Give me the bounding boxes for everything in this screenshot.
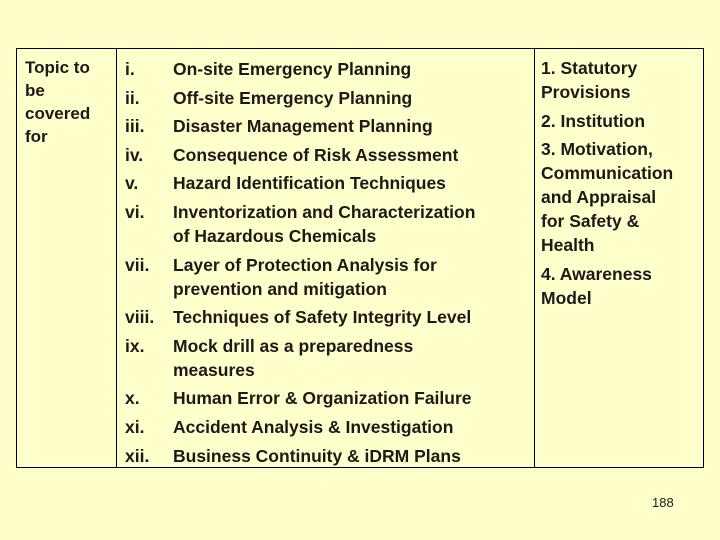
topic-item xyxy=(125,57,533,81)
topic-text: of Hazardous Chemicals xyxy=(173,225,377,246)
topic-item xyxy=(125,143,533,167)
topic-item xyxy=(125,334,533,382)
topic-item xyxy=(125,415,533,439)
provision-text: Communication xyxy=(541,163,674,184)
topic-numeral: ix. xyxy=(125,335,145,356)
topic-text: Inventorization and Characterization xyxy=(173,201,476,222)
topic-text: Techniques of Safety Integrity Level xyxy=(173,307,472,328)
topics-list xyxy=(125,57,533,472)
topic-item xyxy=(125,171,533,195)
provision-text: 3. Motivation, xyxy=(541,139,653,160)
topic-header-cell xyxy=(25,56,120,148)
provision-text: 4. Awareness xyxy=(541,263,652,284)
topic-text: Disaster Management Planning xyxy=(173,116,433,137)
topic-text: Accident Analysis & Investigation xyxy=(173,416,454,437)
topic-header-line: for xyxy=(25,127,48,146)
provision-text: Model xyxy=(541,287,592,308)
topic-item xyxy=(125,114,533,138)
provision-item xyxy=(541,262,703,310)
topic-numeral: iii. xyxy=(125,116,145,137)
topic-item xyxy=(125,386,533,410)
provision-text: 1. Statutory xyxy=(541,58,638,78)
topic-item xyxy=(125,200,533,248)
provisions-list xyxy=(541,56,703,314)
topic-text: measures xyxy=(173,359,255,380)
topic-text: prevention and mitigation xyxy=(173,278,387,299)
topic-numeral: i. xyxy=(125,59,135,79)
topic-header-line: covered xyxy=(25,104,91,123)
topic-text: Hazard Identification Techniques xyxy=(173,173,446,194)
column-divider xyxy=(534,49,535,467)
topic-numeral: iv. xyxy=(125,144,144,165)
topic-numeral: xii. xyxy=(125,445,150,466)
provision-text: Provisions xyxy=(541,82,631,102)
topic-text: Business Continuity & iDRM Plans xyxy=(173,445,461,466)
topic-numeral: vii. xyxy=(125,254,150,275)
topic-text: Human Error & Organization Failure xyxy=(173,388,472,409)
topic-numeral: xi. xyxy=(125,416,145,437)
topic-text: Consequence of Risk Assessment xyxy=(173,144,459,165)
topic-header-line: be xyxy=(25,81,45,100)
provision-text: Health xyxy=(541,235,595,256)
topic-text: Layer of Protection Analysis for xyxy=(173,254,437,275)
topic-item xyxy=(125,305,533,329)
provision-text: 2. Institution xyxy=(541,110,646,131)
topic-item xyxy=(125,253,533,301)
topic-header-line: Topic to xyxy=(25,58,90,77)
topic-item xyxy=(125,86,533,110)
topic-item xyxy=(125,444,533,468)
topic-text: Off-site Emergency Planning xyxy=(173,87,413,108)
topic-numeral: ii. xyxy=(125,87,140,108)
topic-text: On-site Emergency Planning xyxy=(173,59,412,79)
topic-numeral: x. xyxy=(125,388,140,409)
topic-numeral: v. xyxy=(125,173,139,194)
topic-numeral: vi. xyxy=(125,201,145,222)
provision-text: and Appraisal xyxy=(541,187,657,208)
provision-item xyxy=(541,109,703,133)
provision-item xyxy=(541,56,703,104)
topic-text: Mock drill as a preparedness xyxy=(173,335,414,356)
topic-numeral: viii. xyxy=(125,307,155,328)
provision-item xyxy=(541,137,703,257)
content-table xyxy=(16,48,704,468)
page-number: 188 xyxy=(652,495,674,510)
provision-text: for Safety & xyxy=(541,211,640,232)
